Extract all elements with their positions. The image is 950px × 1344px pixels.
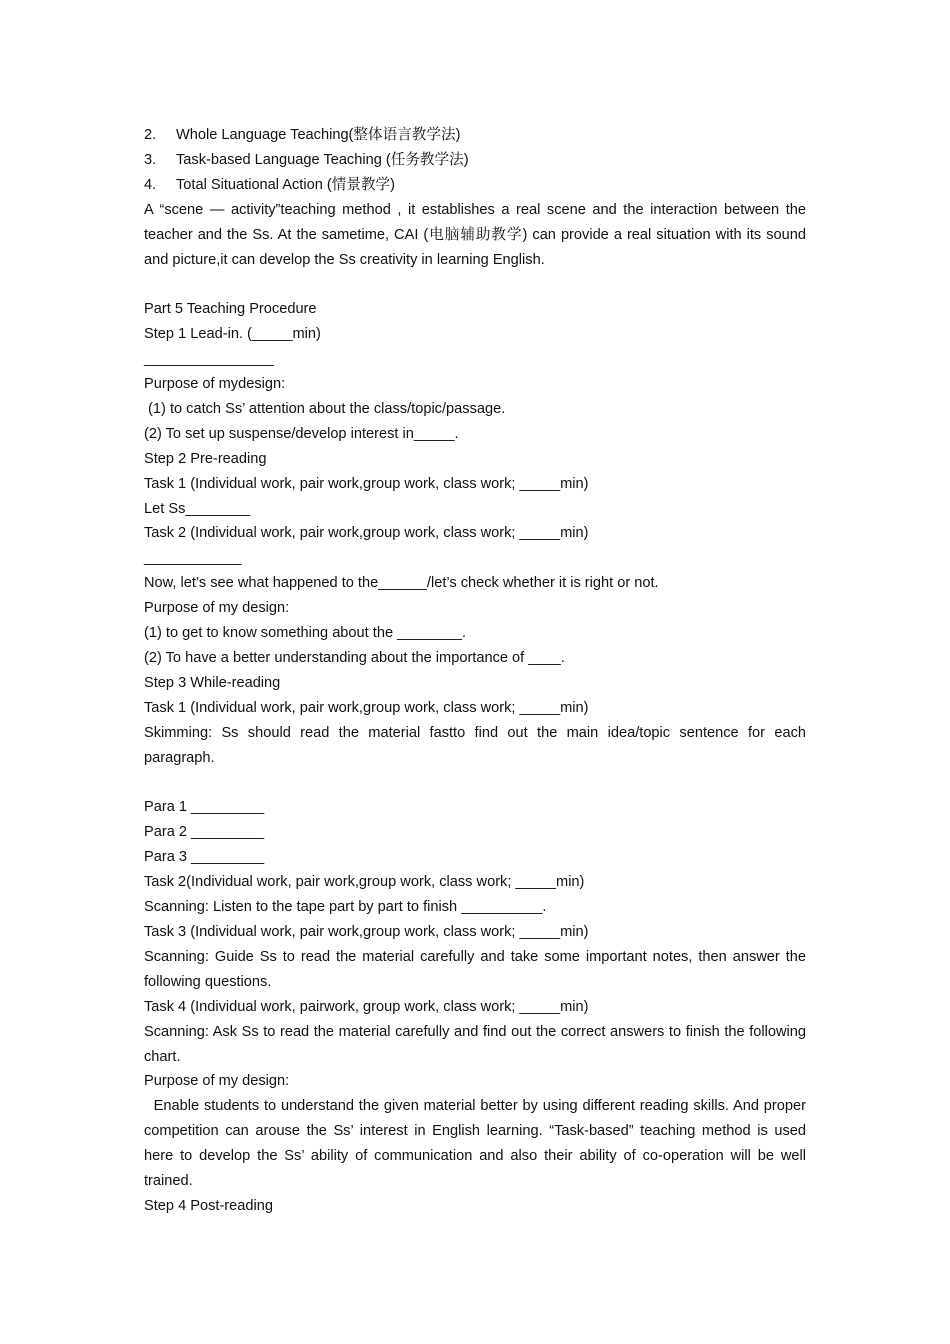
- step3-task4: Task 4 (Individual work, pairwork, group work, class work; _____min): [144, 998, 589, 1015]
- step4-title: Step 4 Post-reading: [144, 1197, 273, 1214]
- step3-purpose-text: Enable students to understand the given material better by using different reading skills. And proper competition can arouse the Ss’ interest in English learning. “Task-based” teaching method is used here to develop the Ss’ ability of communication and also their ability of co-operation will be well trained.: [144, 1098, 811, 1190]
- step3-purpose-label: Purpose of my design:: [144, 1073, 290, 1090]
- method-text: Whole Language Teaching(整体语言教学法): [176, 127, 461, 143]
- step3-title: Step 3 While-reading: [144, 674, 281, 691]
- para-blank-1: Para 1 _________: [144, 799, 265, 816]
- step2-purpose-2: (2) To have a better understanding about the importance of ____.: [144, 650, 565, 667]
- step2-purpose-1: (1) to get to know something about the ________.: [144, 625, 467, 642]
- step3-scanning-2: Scanning: Listen to the tape part by part to finish __________.: [144, 899, 547, 916]
- step2-blank: ____________: [144, 550, 242, 567]
- step3-scanning-4: Scanning: Ask Ss to read the material carefully and find out the correct answers to finish the following chart.: [144, 1023, 806, 1065]
- step2-purpose-label: Purpose of my design:: [144, 600, 290, 617]
- step3-scanning-3: Scanning: Guide Ss to read the material carefully and take some important notes, then answer the following questions.: [144, 948, 806, 990]
- step1-blank: ________________: [144, 351, 274, 368]
- list-number: 3.: [144, 151, 157, 168]
- method-item-3: [144, 148, 806, 173]
- method-text: Total Situational Action (情景教学): [176, 176, 395, 193]
- method-item-2: [144, 123, 806, 148]
- list-number: 2.: [144, 127, 157, 143]
- intro-paragraph: A “scene — activity”teaching method , it establishes a real scene and the interaction between the teacher and the Ss. At the sametime, CAI (电脑辅助教学) can provide a real situation with its sound and picture,it can develop the Ss creativity in learning English.: [144, 201, 806, 268]
- step2-task2: Task 2 (Individual work, pair work,group work, class work; _____min): [144, 525, 589, 542]
- spacer: [144, 272, 806, 297]
- step2-title: Step 2 Pre-reading: [144, 450, 267, 467]
- step2-task1: Task 1 (Individual work, pair work,group work, class work; _____min): [144, 475, 589, 492]
- document-page: [144, 123, 811, 1219]
- step3-skimming: Skimming: Ss should read the material fastto find out the main idea/topic sentence for each paragraph.: [144, 724, 806, 766]
- step3-task2: Task 2(Individual work, pair work,group work, class work; _____min): [144, 874, 585, 891]
- step2-let-ss: Let Ss________: [144, 500, 251, 517]
- step2-now: Now, let’s see what happened to the______/let’s check whether it is right or not.: [144, 575, 659, 592]
- step3-task3: Task 3 (Individual work, pair work,group work, class work; _____min): [144, 923, 589, 940]
- list-number: 4.: [144, 176, 157, 193]
- spacer: [144, 771, 806, 796]
- step1-title: Step 1 Lead-in. (_____min): [144, 326, 321, 343]
- para-blank-3: Para 3 _________: [144, 849, 265, 866]
- step3-task1: Task 1 (Individual work, pair work,group work, class work; _____min): [144, 699, 589, 716]
- step1-purpose-2: (2) To set up suspense/develop interest in_____.: [144, 425, 459, 442]
- para-blank-2: Para 2 _________: [144, 824, 265, 841]
- step1-purpose-1: (1) to catch Ss’ attention about the class/topic/passage.: [144, 400, 506, 417]
- method-text: Task-based Language Teaching (任务教学法): [176, 151, 469, 168]
- part5-title: Part 5 Teaching Procedure: [144, 301, 317, 318]
- method-item-4: [144, 173, 806, 198]
- step1-purpose-label: Purpose of mydesign:: [144, 376, 286, 393]
